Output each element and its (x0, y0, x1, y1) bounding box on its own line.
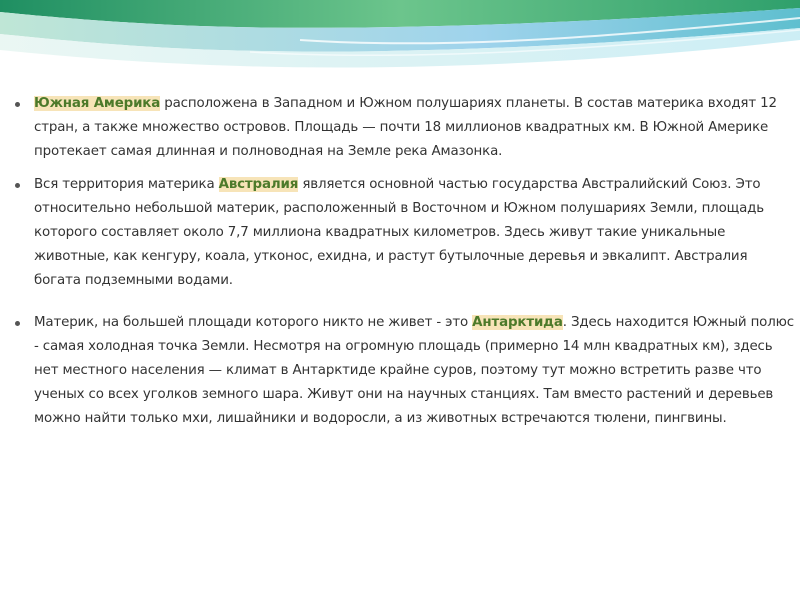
highlight-antarctica: Антарктида (472, 315, 563, 330)
paragraph-text-after: . Здесь находится Южный полюс - самая холодная точка Земли. Несмотря на огромную площадь (примерно 14 млн квадратных км), здесь нет местного населения — климат в Антарктиде крайне суров, поэтому тут можно встретить разве что ученых со всех уголков земного шара. Живут они на научных станциях. Там вместо растений и деревьев можно найти только мхи, лишайники и водоросли, а из животных встречаются тюлени, пингвины. (34, 315, 794, 426)
slide-content (12, 92, 798, 431)
decorative-wave-banner (0, 0, 800, 80)
highlight-south-america: Южная Америка (34, 96, 161, 111)
bullet-list (12, 92, 798, 431)
paragraph-australia (12, 173, 798, 293)
paragraph-text-before: Материк, на большей площади которого никто не живет - это (34, 315, 473, 330)
wave-graphic (0, 0, 800, 80)
paragraph-south-america (12, 92, 798, 164)
paragraph-text-after: является основной частью государства Австралийский Союз. Это относительно небольшой материк, расположенный в Восточном и Южном полушариях Земли, площадь которого составляет около 7,7 миллиона квадратных километров. Здесь живут такие уникальные животные, как кенгуру, коала, утконос, ехидна, и растут бутылочные деревья и эвкалипт. Австралия богата подземными водами. (34, 177, 764, 288)
paragraph-text-before: Вся территория материка (34, 177, 219, 192)
paragraph-antarctica (12, 311, 798, 431)
bullet-dot-icon (15, 321, 20, 326)
bullet-dot-icon (15, 183, 20, 188)
highlight-australia: Австралия (218, 177, 299, 192)
paragraph-text: расположена в Западном и Южном полушариях планеты. В состав материка входят 12 стран, а также множество островов. Площадь — почти 18 миллионов квадратных км. В Южной Америке протекает самая длинная и полноводная на Земле река Амазонка. (34, 96, 777, 159)
bullet-dot-icon (15, 102, 20, 107)
